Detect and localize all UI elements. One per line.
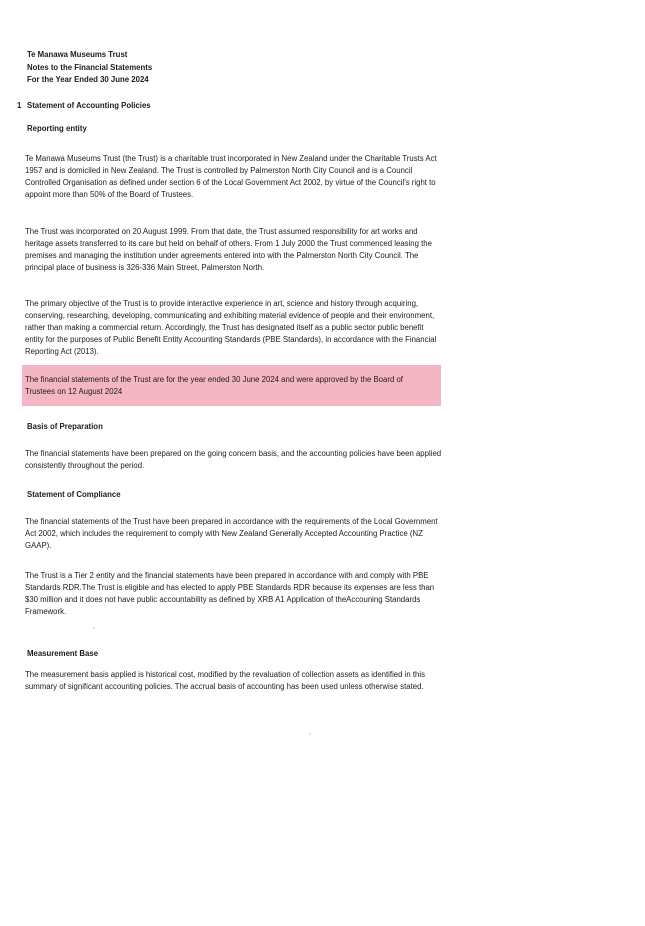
section-title: Statement of Accounting Policies <box>27 101 151 110</box>
heading-statement-of-compliance: Statement of Compliance <box>27 490 121 499</box>
document-title: Notes to the Financial Statements <box>27 62 153 72</box>
paragraph-trust-objective: The primary objective of the Trust is to provide interactive experience in art, science and history through acquiring, conserving, researching, developing, communicating and exhibiting material evidence of people and their environment, rather than making a commercial return. Accordingly, the Trust has designated itself as a public sector public benefit entity for the purposes of Public Benefit Entity Accounting Standards (PBE Standards), in accordance with the Financial Reporting Act (2013). <box>25 299 437 356</box>
paragraph-going-concern: The financial statements have been prepared on the going concern basis, and the accounting policies have been applied consistently throughout the period. <box>25 449 442 470</box>
paragraph-measurement-basis: The measurement basis applied is historical cost, modified by the revaluation of collection assets as identified in this summary of significant accounting policies. The accrual basis of accounting has been used unless otherwise stated. <box>25 670 426 691</box>
paragraph-compliance-nz-gaap: The financial statements of the Trust have been prepared in accordance with the requirements of the Local Government Act 2002, which includes the requirement to comply with New Zealand Generally Accepted Accounting Practice (NZ GAAP). <box>25 517 438 550</box>
section-number: 1 <box>17 101 22 110</box>
heading-measurement-base: Measurement Base <box>27 649 99 658</box>
scan-speck <box>309 733 311 735</box>
paragraph-tier-2-entity: The Trust is a Tier 2 entity and the financial statements have been prepared in accordance with and comply with PBE Standards RDR.The Trust is eligible and has elected to apply PBE Standards RDR because its expenses are less than $30 million and it does not have public accountability as defined by XRB A1 Application of theAccouning Standards Framework. <box>25 571 435 616</box>
paragraph-approval-date: The financial statements of the Trust are for the year ended 30 June 2024 and were approved by the Board of Trustees on 12 August 2024 <box>25 375 403 396</box>
paragraph-trust-history: The Trust was incorporated on 20 August 1999. From that date, the Trust assumed responsibility for art works and heritage assets transferred to its care but held on behalf of others. From 1 July 2000 the Trust commenced leasing the premises and managing the institution under agreements entered into with the Palmerston North City Council. The principal place of business is 326-336 Main Street, Palmerston North. <box>25 227 432 272</box>
scan-speck <box>93 627 95 629</box>
heading-reporting-entity: Reporting entity <box>27 124 87 133</box>
organisation-name: Te Manawa Museums Trust <box>27 50 128 59</box>
heading-basis-of-preparation: Basis of Preparation <box>27 422 103 431</box>
document-header <box>27 49 152 87</box>
period-line: For the Year Ended 30 June 2024 <box>27 75 149 84</box>
paragraph-trust-description: Te Manawa Museums Trust (the Trust) is a charitable trust incorporated in New Zealand under the Charitable Trusts Act 1957 and is domiciled in New Zealand. The Trust is controlled by Palmerston North City Council and is a Council Controlled Organisation as defined under section 6 of the Local Government Act 2002, by virtue of the Council's right to appoint more than 50% of the Board of Trustees. <box>25 154 437 199</box>
